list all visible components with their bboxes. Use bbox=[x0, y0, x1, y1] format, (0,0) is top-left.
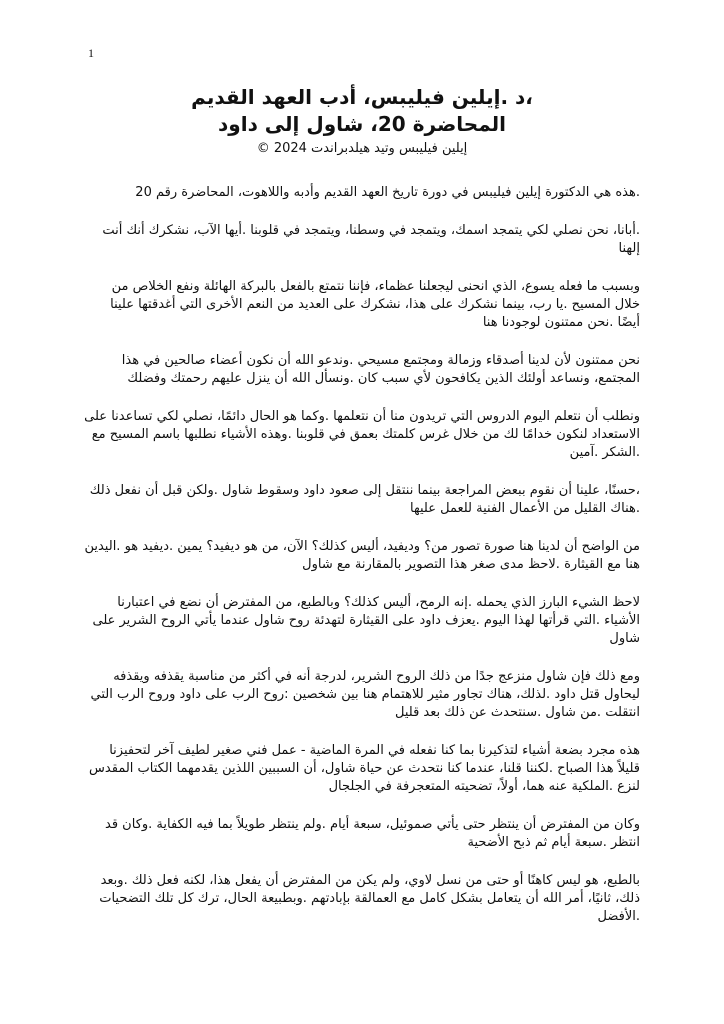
paragraph: لاحظ الشيء البارز الذي يحمله .إنه الرمح، أليس كذلك؟ وبالطبع، من المفترض أن نضع في اعتبارنا الأشياء .التي قرأتها لهذا اليوم .يعزف داود على القيثارة لتهدئة روح شاول عندما يأتي الروح الشرير على شاول bbox=[92, 595, 640, 646]
paragraph: هذه مجرد بضعة أشياء لتذكيرنا بما كنا نفعله في المرة الماضية - عمل فني صغير لطيف آخر لتحفيزنا قليلاً هذا الصباح .لكننا قلنا، عندما كنا نتحدث عن حياة شاول، أن السببين اللذين يقدمهما الكتاب المقدس لنزع .الملكية عنه هما، أولاً، تضحيته المتعجرفة في الجلجال bbox=[89, 743, 640, 794]
paragraph: بالطبع، هو ليس كاهنًا أو حتى من نسل لاوي، ولم يكن من المفترض أن يفعل هذا، لكنه فعل ذلك .وبعد ذلك، ثانيًا، أمر الله أن يتعامل بشكل كامل مع العمالقة بإبادتهم .وبطبيعة الحال، ترك كل تلك التضحيات .الأفضل bbox=[99, 873, 640, 924]
copyright-line: إيلين فيليبس وتيد هيلدبراندت 2024 © bbox=[256, 141, 468, 156]
paragraph: وكان من المفترض أن ينتظر حتى يأتي صموئيل، سبعة أيام .ولم ينتظر طويلاً بما فيه الكفاية .وكان قد انتظر .سبعة أيام ثم ذبح الأضحية bbox=[105, 817, 640, 850]
body-text bbox=[84, 184, 640, 946]
paragraph: نحن ممتنون لأن لدينا أصدقاء وزمالة ومجتمع مسيحي .وندعو الله أن نكون أعضاء صالحين في هذا المجتمع، ونساعد أولئك الذين يكافحون لأي سبب كان .ونسأل الله أن ينزل عليهم رحمتك وفضلك bbox=[121, 353, 640, 386]
title-line-1: ،د .إيلين فيليبس، أدب العهد القديم bbox=[191, 85, 533, 109]
paragraph: من الواضح أن لدينا هنا صورة تصور من؟ وديفيد، أليس كذلك؟ الآن، من هو ديفيد؟ يمين .ديفيد هو .اليدين هنا مع القيثارة .لاحظ مدى صغر هذا التصوير بالمقارنة مع شاول bbox=[84, 539, 640, 572]
page-number: 1 bbox=[88, 46, 94, 60]
document-header bbox=[100, 84, 624, 158]
paragraph: .هذه هي الدكتورة إيلين فيليبس في دورة تاريخ العهد القديم وأدبه واللاهوت، المحاضرة رقم 20 bbox=[135, 185, 640, 200]
paragraph: .أبانا، نحن نصلي لكي يتمجد اسمك، ويتمجد في وسطنا، ويتمجد في قلوبنا .أيها الآب، نشكرك أنك أنت إلهنا bbox=[102, 223, 640, 256]
paragraph: وبسبب ما فعله يسوع، الذي انحنى ليجعلنا عظماء، فإننا نتمتع بالفعل بالبركة الهائلة ونفع الخلاص من خلال المسيح .يا رب، بينما نشكرك على هذا، نشكرك على العديد من النعم الأخرى التي أغدقتها علينا أيضًا .نحن ممتنون لوجودنا هنا bbox=[110, 279, 640, 330]
paragraph: ونطلب أن نتعلم اليوم الدروس التي تريدون منا أن نتعلمها .وكما هو الحال دائمًا، نصلي لكي تساعدنا على الاستعداد لنكون خدامًا لك من خلال غرس كلمتك بعمق في قلوبنا .وهذه الأشياء نطلبها باسم المسيح مع .الشكر .آمين bbox=[84, 409, 640, 460]
paragraph: ،حسنًا، علينا أن نقوم ببعض المراجعة بينما ننتقل إلى صعود داود وسقوط شاول .ولكن قبل أن نفعل ذلك .هناك القليل من الأعمال الفنية للعمل عليها bbox=[89, 483, 640, 516]
paragraph: ومع ذلك فإن شاول منزعج جدًا من ذلك الروح الشرير، لدرجة أنه في أكثر من مناسبة يقذفه ويقذفه ليحاول قتل داود .لذلك، هناك تجاور مثير للاهتمام هنا بين شخصين :روح الرب على داود وروح الرب التي انتقلت .من شاول .سنتحدث عن ذلك بعد قليل bbox=[90, 669, 640, 720]
title-line-2: المحاضرة 20، شاول إلى داود bbox=[218, 112, 506, 136]
